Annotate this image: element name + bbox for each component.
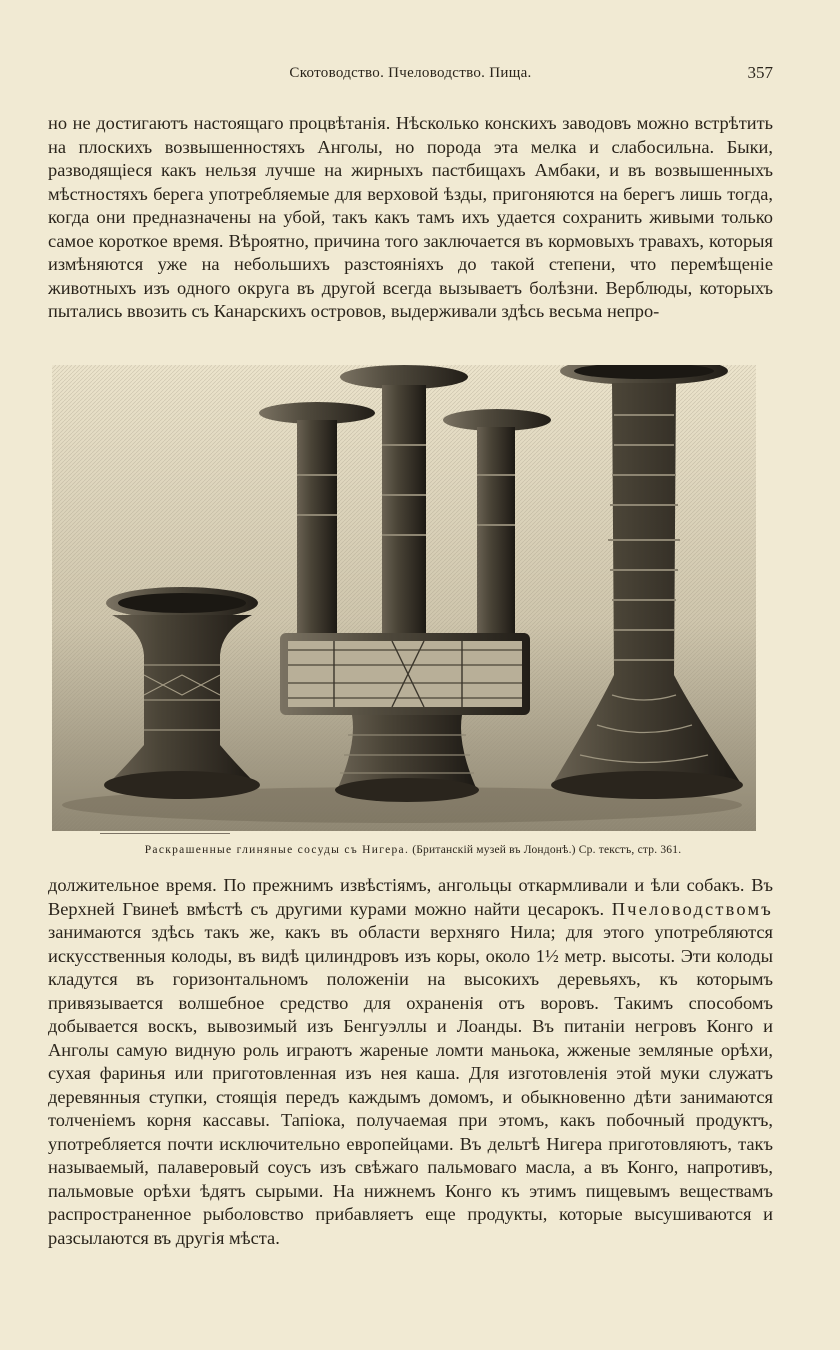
top-paragraph: но не достигаютъ настоящаго процвѣтанія. Нѣсколько конскихъ заводовъ можно встрѣтить на плоскихъ возвышенностяхъ Анголы, но порода эта мелка и слабосильна. Быки, разводящіеся какъ нельзя лучше на жирныхъ пастбищахъ Амбаки, и въ возвышенныхъ мѣстностяхъ берега употребляемые для верховой ѣзды, пригоняются на берегъ лишь тогда, когда они предназначены на убой, такъ какъ тамъ ихъ удается сохранить живыми только самое короткое время. Вѣроятно, причина того заключается въ кормовыхъ травахъ, которыя измѣняются уже на небольшихъ разстояніяхъ до такой степени, что перемѣщеніе животныхъ изъ одного округа въ другой всегда вызываетъ болѣзни. Верблюды, которыхъ пытались ввозить съ Канарскихъ островов, выдерживали здѣсь весьма непро- bbox=[48, 113, 773, 321]
bottom-paragraph bbox=[48, 874, 773, 1250]
caption-ref: Ср. текстъ, стр. 361. bbox=[578, 844, 682, 856]
bottom-text-part1: должительное время. По прежнимъ извѣстіямъ, ангольцы откармливали и ѣли собакъ. Въ Верхней Гвинеѣ вмѣстѣ съ другими курами можно найти цесарокъ. bbox=[48, 875, 773, 919]
vessels-illustration bbox=[52, 365, 756, 831]
running-title: Скотоводство. Пчеловодство. Пища. bbox=[289, 65, 532, 81]
top-text-block bbox=[48, 112, 773, 324]
bottom-text-block bbox=[48, 874, 773, 1250]
bottom-text-part2: занимаются здѣсь такъ же, какъ въ области верхняго Нила; для этого употребляются искусственныя колоды, въ видѣ цилиндровъ изъ коры, около 1½ метр. высоты. Эти колоды кладутся въ горизонтальномъ положеніи на высокихъ деревьяхъ, къ которымъ привязывается волшебное средство для охраненія отъ воровъ. Такимъ способомъ добывается воскъ, вывозимый изъ Бенгуэллы и Лоанды. Въ питаніи негровъ Конго и Анголы самую видную роль играютъ жареные ломти маньока, жженые земляные орѣхи, сухая фаринья или приготовленная изъ нея каша. Для изготовленія этой муки служатъ деревянныя ступки, стоящія передъ каждымъ домомъ, и обыкновенно дѣти занимаются толченіемъ корня кассавы. Тапіока, получаемая при этомъ, какъ побочный продуктъ, употребляется почти исключительно европейцами. Въ дельтѣ Нигера приготовляютъ, такъ называемый, палаверовый соусъ изъ свѣжаго пальмоваго масла, а въ Конго, напротивъ, пальмовые орѣхи ѣдятъ сырыми. На нижнемъ Конго къ этимъ пищевымъ веществамъ распространенное рыболовство прибавляетъ еще продукты, которые высушиваются и разсылаются въ другія мѣста. bbox=[48, 922, 773, 1248]
caption-note: (Британскій музей въ Лондонѣ.) bbox=[412, 844, 576, 856]
running-head bbox=[48, 62, 773, 88]
caption-rule bbox=[100, 833, 230, 834]
emphasis-term: Пчеловодствомъ bbox=[611, 898, 773, 919]
figure-caption bbox=[48, 844, 778, 856]
caption-title: Раскрашенные глиняные сосуды съ Нигера. bbox=[144, 844, 410, 856]
page-number: 357 bbox=[747, 63, 773, 82]
